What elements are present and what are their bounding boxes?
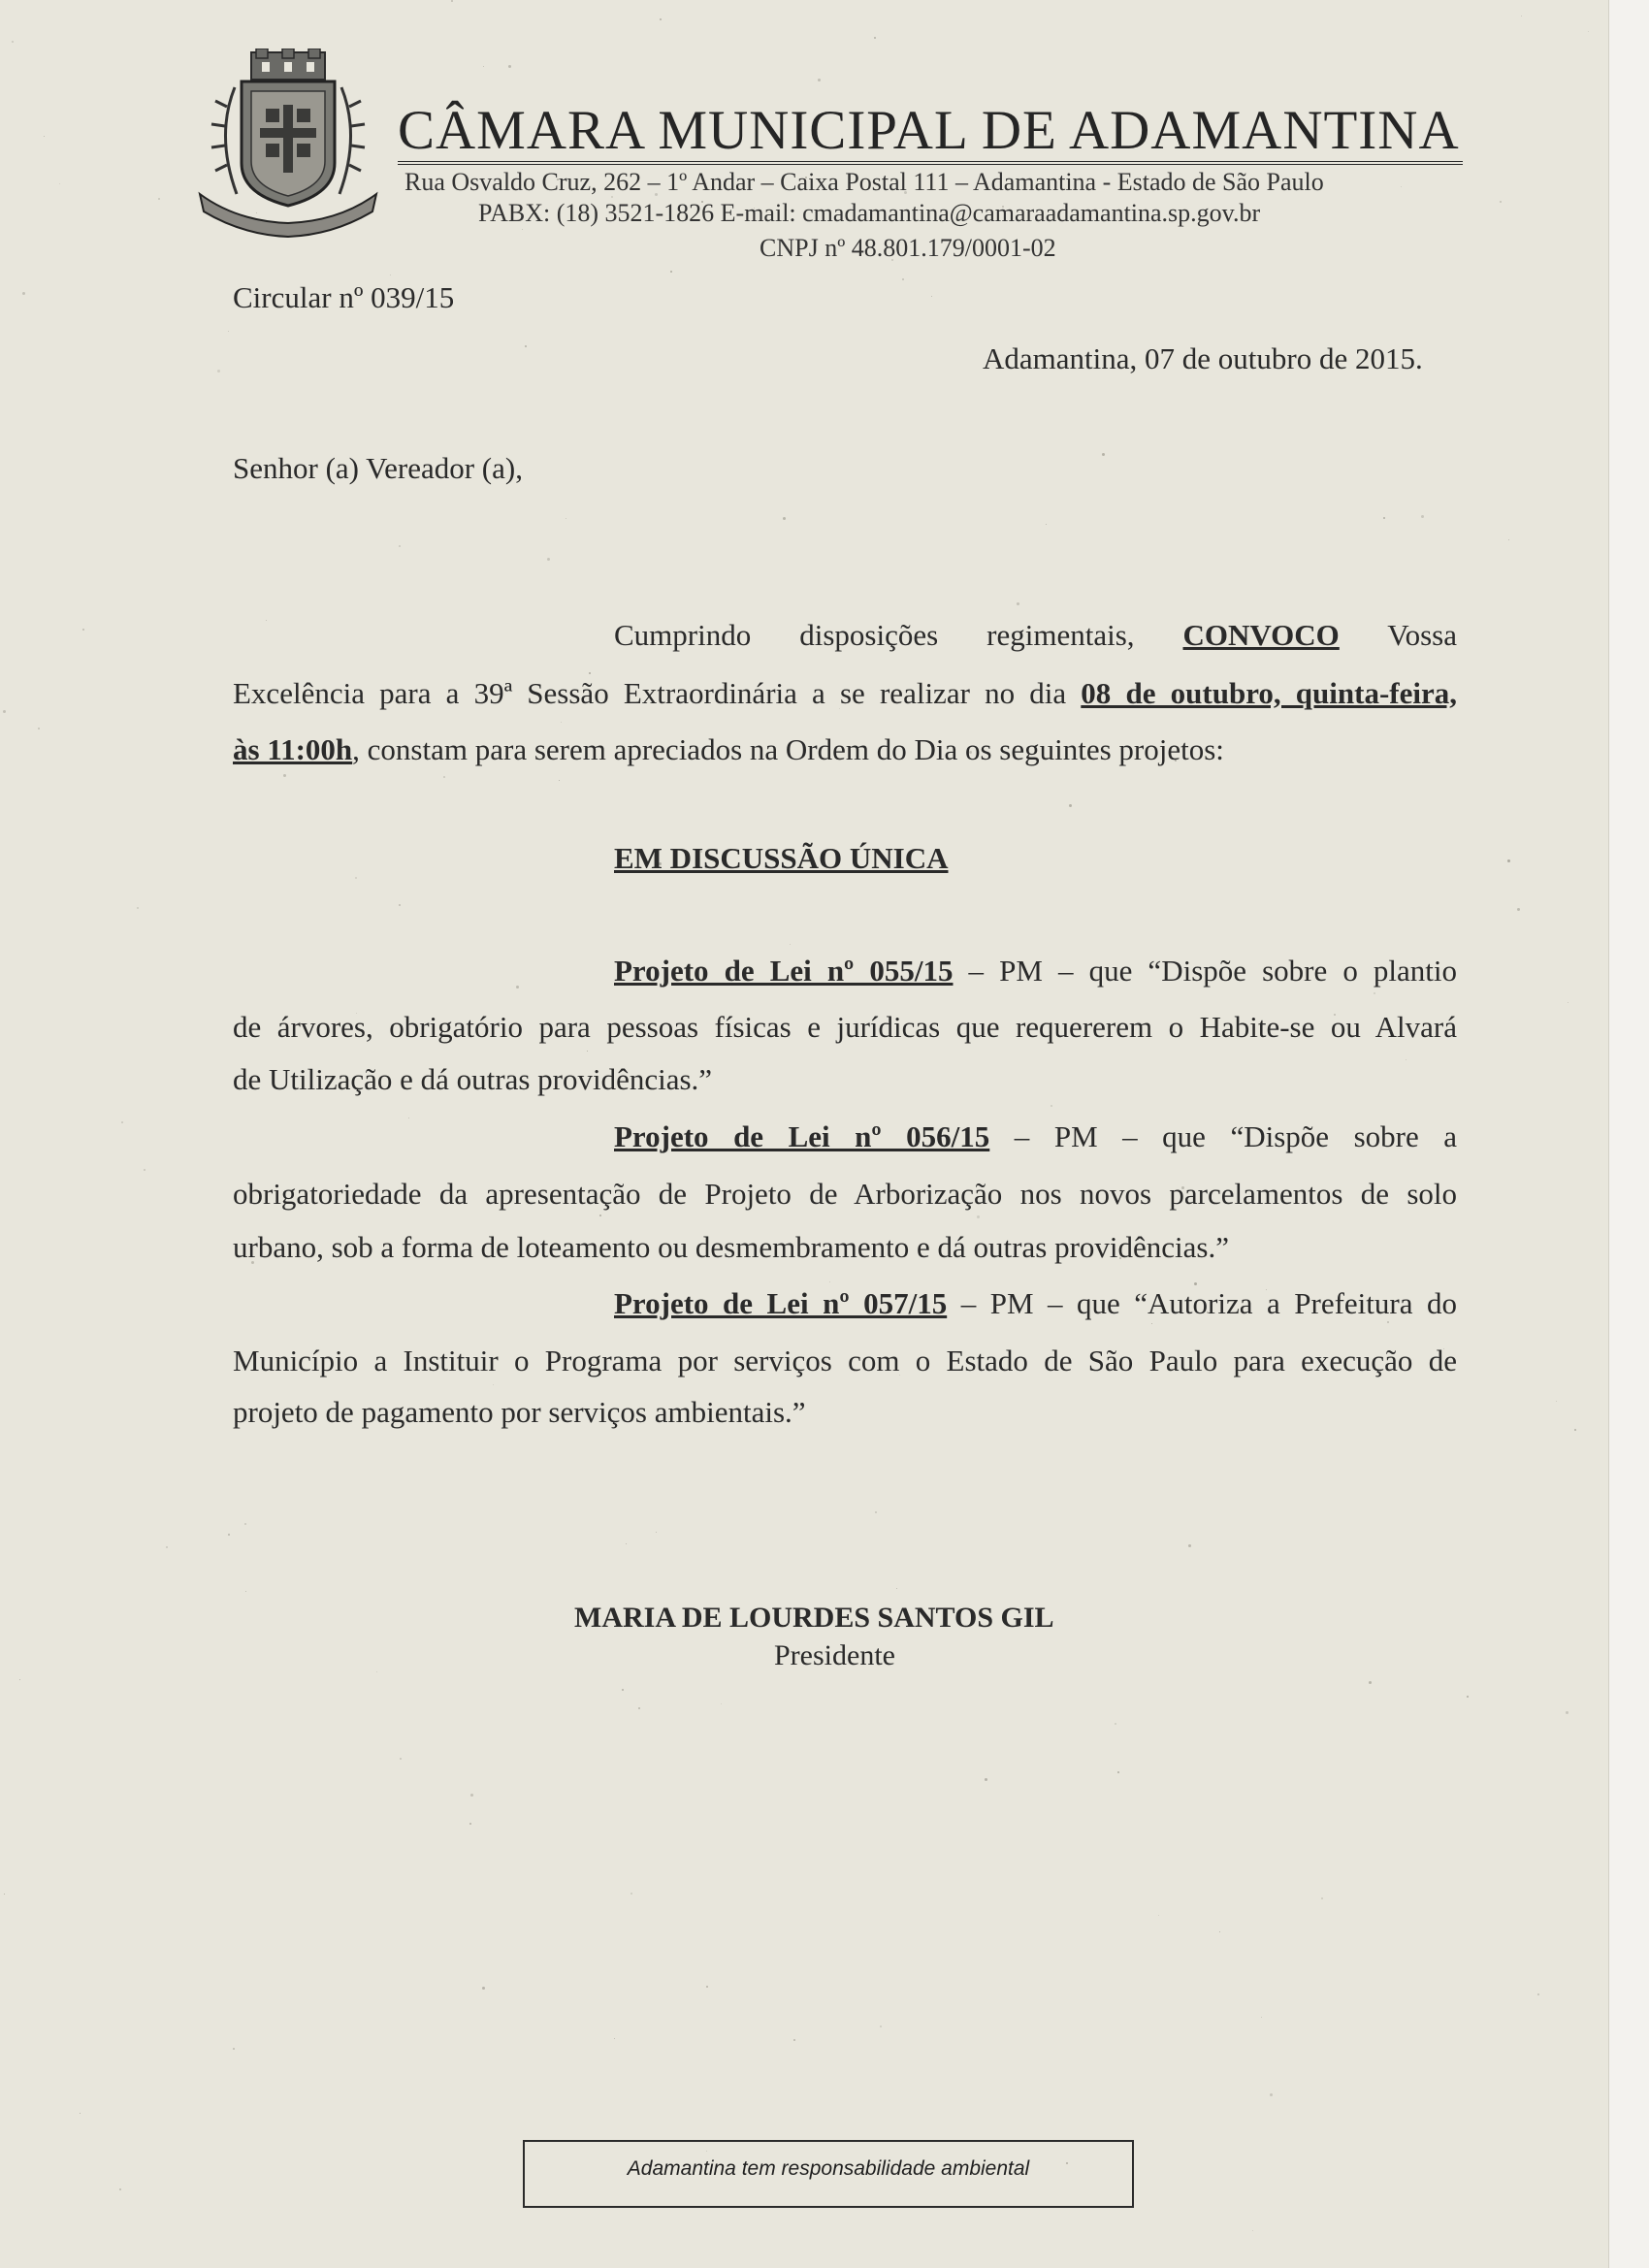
paper-speck xyxy=(1261,2017,1262,2018)
institution-name: CÂMARA MUNICIPAL DE ADAMANTINA xyxy=(398,101,1463,165)
paper-speck xyxy=(38,728,40,729)
intro-line-3 xyxy=(233,730,1224,769)
paper-speck xyxy=(793,2039,795,2041)
paper-speck xyxy=(228,1534,230,1536)
paper-speck xyxy=(977,1215,980,1218)
paper-speck xyxy=(399,545,401,547)
paper-speck xyxy=(670,271,672,273)
signer-role: Presidente xyxy=(774,1639,895,1671)
paper-speck xyxy=(1117,1771,1119,1773)
paper-speck xyxy=(902,278,904,280)
paper-speck xyxy=(1102,453,1105,456)
paper-speck xyxy=(1151,1323,1152,1324)
paper-speck xyxy=(376,1671,377,1672)
session-time: às 11:00h xyxy=(233,732,353,766)
paper-speck xyxy=(706,1986,708,1988)
paper-speck xyxy=(400,1758,402,1760)
project-text: – PM – que “Autoriza a Prefeitura do xyxy=(947,1286,1457,1320)
paper-speck xyxy=(638,1707,640,1709)
project-1-line-2: de árvores, obrigatório para pessoas físicas e jurídicas que requererem o Habite-se ou Alvará xyxy=(233,1010,1457,1044)
paper-speck xyxy=(80,2113,81,2114)
paper-speck xyxy=(19,1679,20,1680)
footer-box xyxy=(523,2140,1134,2208)
project-3-line-2: Município a Instituir o Programa por serviços com o Estado de São Paulo para execução de xyxy=(233,1344,1457,1377)
paper-speck xyxy=(1017,602,1019,605)
session-date: 08 de outubro, quinta-feira, xyxy=(1081,676,1457,710)
paper-speck xyxy=(1188,1544,1191,1547)
paper-speck xyxy=(3,710,6,713)
paper-speck xyxy=(483,66,484,67)
paper-speck xyxy=(22,292,25,295)
project-1-line-3: de Utilização e dá outras providências.” xyxy=(233,1062,713,1096)
paper-speck xyxy=(59,183,60,184)
paper-speck xyxy=(121,1121,123,1123)
paper-speck xyxy=(12,41,14,43)
paper-speck xyxy=(1069,804,1072,807)
paper-speck xyxy=(1421,515,1424,518)
paper-speck xyxy=(1252,2230,1253,2231)
project-1-line-1 xyxy=(614,952,1457,990)
paper-speck xyxy=(508,65,511,68)
paper-speck xyxy=(559,780,560,781)
page-edge xyxy=(1608,0,1649,2268)
intro-text: Excelência para a 39ª Sessão Extraordinária a se realizar no dia xyxy=(233,676,1082,710)
paper-speck xyxy=(266,620,267,621)
paper-speck xyxy=(547,558,550,561)
paper-speck xyxy=(1219,1931,1220,1932)
paper-speck xyxy=(1517,908,1520,911)
paper-speck xyxy=(1401,186,1402,187)
paper-speck xyxy=(985,1778,987,1781)
coat-of-arms-emblem xyxy=(198,49,378,243)
paper-speck xyxy=(874,37,876,39)
paper-speck xyxy=(599,1215,601,1216)
project-text: – PM – que “Dispõe sobre o plantio xyxy=(953,954,1457,988)
paper-speck xyxy=(1508,539,1509,540)
paper-speck xyxy=(166,1546,168,1548)
paper-speck xyxy=(1374,992,1375,994)
intro-text: , constam para serem apreciados na Ordem do Dia os seguintes projetos: xyxy=(352,732,1224,766)
paper-speck xyxy=(399,904,401,906)
paper-speck xyxy=(1369,1681,1372,1684)
section-heading: EM DISCUSSÃO ÚNICA xyxy=(614,841,949,875)
paper-speck xyxy=(158,198,160,200)
paper-speck xyxy=(1158,1915,1159,1916)
project-3-title: Projeto de Lei nº 057/15 xyxy=(614,1286,948,1320)
paper-speck xyxy=(931,296,932,297)
project-2-line-1 xyxy=(614,1118,1457,1156)
paper-speck xyxy=(561,722,562,723)
paper-speck xyxy=(469,1823,471,1825)
paper-speck xyxy=(1467,1696,1469,1698)
paper-speck xyxy=(630,1893,632,1895)
paper-speck xyxy=(721,1703,722,1704)
paper-speck xyxy=(1321,1897,1323,1899)
paper-speck xyxy=(1383,517,1385,519)
paper-speck xyxy=(355,877,357,879)
paper-speck xyxy=(144,1169,146,1171)
circular-number: Circular nº 039/15 xyxy=(233,280,455,314)
paper-speck xyxy=(44,136,45,137)
paper-speck xyxy=(493,1384,494,1385)
paper-speck xyxy=(525,345,527,347)
paper-speck xyxy=(896,1588,897,1589)
paper-speck xyxy=(875,1511,877,1513)
footer-slogan: Adamantina tem responsabilidade ambiental xyxy=(627,2157,1030,2180)
salutation: Senhor (a) Vereador (a), xyxy=(233,451,523,485)
paper-speck xyxy=(470,1794,473,1797)
paper-speck xyxy=(522,229,523,230)
project-3-line-1 xyxy=(614,1284,1457,1323)
paper-speck xyxy=(451,0,453,2)
paper-speck xyxy=(660,18,662,20)
institution-contact: PABX: (18) 3521-1826 E-mail: cmadamantina@camaraadamantina.sp.gov.br xyxy=(478,199,1261,227)
institution-cnpj: CNPJ nº 48.801.179/0001-02 xyxy=(760,234,1056,262)
paper-speck xyxy=(1046,524,1047,525)
paper-speck xyxy=(1556,1401,1557,1402)
project-2-title: Projeto de Lei nº 056/15 xyxy=(614,1119,990,1153)
paper-speck xyxy=(1537,1993,1539,1995)
intro-line-2 xyxy=(233,674,1457,713)
project-text: – PM – que “Dispõe sobre a xyxy=(989,1119,1457,1153)
project-2-line-2: obrigatoriedade da apresentação de Projeto de Arborização nos novos parcelamentos de solo xyxy=(233,1177,1457,1211)
paper-speck xyxy=(1270,2093,1273,2096)
paper-speck xyxy=(1507,859,1510,862)
paper-speck xyxy=(656,1532,657,1533)
convoco-keyword: CONVOCO xyxy=(1182,618,1340,652)
signer-name: MARIA DE LOURDES SANTOS GIL xyxy=(574,1602,1054,1634)
project-1-title: Projeto de Lei nº 055/15 xyxy=(614,954,954,988)
paper-speck xyxy=(829,1281,830,1282)
paper-speck xyxy=(233,2048,235,2050)
paper-speck xyxy=(245,1591,246,1592)
paper-speck xyxy=(4,1894,5,1895)
paper-speck xyxy=(1566,1711,1568,1714)
intro-text: Vossa xyxy=(1339,618,1458,652)
paper-speck xyxy=(82,629,84,631)
paper-speck xyxy=(1115,1723,1116,1725)
paper-speck xyxy=(626,1543,627,1544)
project-3-line-3: projeto de pagamento por serviços ambientais.” xyxy=(233,1395,806,1429)
paper-speck xyxy=(443,776,445,778)
paper-speck xyxy=(783,517,786,520)
paper-speck xyxy=(1588,31,1589,32)
paper-speck xyxy=(137,907,139,909)
paper-speck xyxy=(587,1051,588,1052)
paper-speck xyxy=(244,1523,246,1525)
paper-speck xyxy=(790,944,791,945)
paper-speck xyxy=(516,986,519,988)
paper-speck xyxy=(1574,1429,1576,1431)
paper-speck xyxy=(1051,1105,1052,1107)
intro-line-1 xyxy=(614,616,1457,655)
institution-address: Rua Osvaldo Cruz, 262 – 1º Andar – Caixa Postal 111 – Adamantina - Estado de São Paulo xyxy=(404,168,1324,196)
paper-speck xyxy=(228,331,229,332)
paper-speck xyxy=(614,2038,615,2039)
project-2-line-3: urbano, sob a forma de loteamento ou desmembramento e dá outras providências.” xyxy=(233,1230,1229,1264)
paper-speck xyxy=(1500,201,1502,203)
date-line: Adamantina, 07 de outubro de 2015. xyxy=(983,341,1423,375)
paper-speck xyxy=(818,79,821,81)
intro-text: Cumprindo disposições regimentais, xyxy=(614,618,1183,652)
paper-speck xyxy=(482,1987,485,1990)
paper-speck xyxy=(880,2025,882,2027)
paper-speck xyxy=(119,2188,121,2190)
paper-speck xyxy=(622,1689,624,1691)
paper-speck xyxy=(283,774,286,777)
paper-speck xyxy=(217,370,220,373)
